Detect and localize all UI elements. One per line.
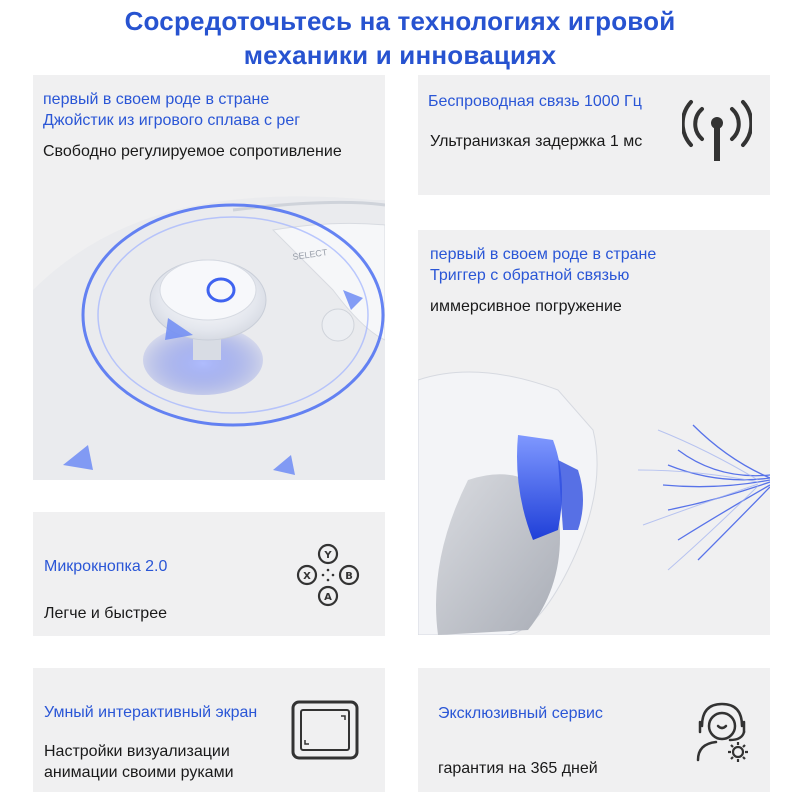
screen-description-1: Настройки визуализации bbox=[44, 743, 230, 760]
wireless-signal-icon bbox=[682, 97, 752, 167]
gamepad-buttons-icon bbox=[293, 540, 363, 610]
microbutton-card bbox=[33, 512, 385, 636]
select-label: SELECT bbox=[291, 247, 328, 262]
service-card bbox=[418, 668, 770, 792]
headline-line-1: Сосредоточьтесь на технологиях игровой bbox=[124, 6, 676, 36]
trigger-card bbox=[418, 230, 770, 635]
screen-card bbox=[33, 668, 385, 792]
support-agent-icon bbox=[688, 696, 758, 766]
service-description: гарантия на 365 дней bbox=[438, 760, 598, 777]
screen-description-2: анимации своими руками bbox=[44, 764, 234, 781]
page-headline bbox=[0, 4, 800, 72]
joystick-subtitle-1: первый в своем роде в стране bbox=[43, 91, 270, 108]
joystick-description: Свободно регулируемое сопротивление bbox=[43, 143, 342, 160]
microbutton-title: Микрокнопка 2.0 bbox=[44, 558, 168, 575]
service-title: Эксклюзивный сервис bbox=[438, 705, 603, 722]
wireless-title: Беспроводная связь 1000 Гц bbox=[428, 93, 642, 110]
screen-icon bbox=[289, 698, 361, 762]
screen-title: Умный интерактивный экран bbox=[44, 704, 258, 721]
joystick-subtitle-2: Джойстик из игрового сплава с рег bbox=[43, 112, 301, 129]
wireless-description: Ультранизкая задержка 1 мс bbox=[430, 133, 643, 150]
headline-line-2: механики и инновациях bbox=[243, 40, 557, 70]
trigger-description: иммерсивное погружение bbox=[430, 298, 622, 315]
joystick-card bbox=[33, 75, 385, 480]
button-a-label: A bbox=[324, 592, 332, 603]
microbutton-description: Легче и быстрее bbox=[44, 605, 167, 622]
button-x-label: X bbox=[303, 571, 311, 582]
button-y-label: Y bbox=[324, 550, 332, 561]
button-b-label: B bbox=[345, 571, 353, 582]
trigger-illustration bbox=[418, 340, 770, 635]
trigger-subtitle-2: Триггер с обратной связью bbox=[430, 267, 630, 284]
joystick-illustration bbox=[33, 170, 385, 480]
trigger-subtitle-1: первый в своем роде в стране bbox=[430, 246, 657, 263]
wireless-card bbox=[418, 75, 770, 195]
